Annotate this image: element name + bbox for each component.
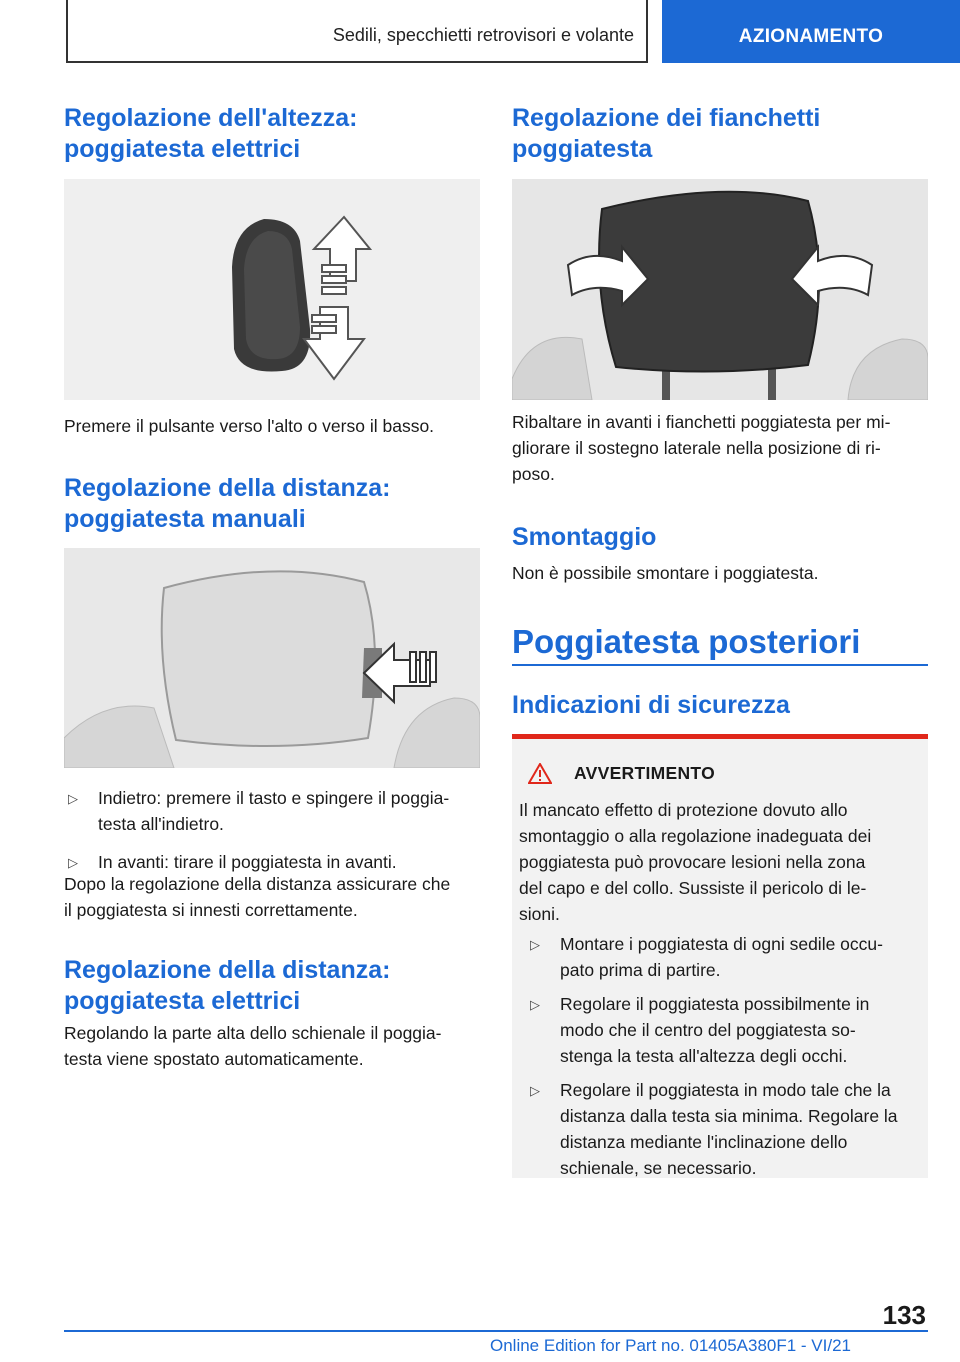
warning-triangle-icon	[528, 763, 552, 784]
page-number: 133	[882, 1300, 926, 1330]
section-title: AZIONAMENTO	[738, 25, 884, 47]
bullet-arrow-icon: ▷	[530, 997, 540, 1012]
heading-distance-manual: Regolazione della distanza: poggiatesta manuali	[64, 474, 391, 533]
chapter-title: Sedili, specchietti retrovisori e volante	[332, 25, 634, 45]
side-wings-illustration	[512, 179, 928, 400]
footer-divider	[64, 1330, 928, 1332]
distance-manual-note: Dopo la regolazione della distanza assicurare che il poggiatesta si innesti correttamente.	[64, 874, 451, 920]
warning-list	[526, 931, 926, 1181]
title-underline	[512, 664, 928, 666]
heading-side-wings: Regolazione dei fianchetti poggiatesta	[512, 104, 821, 163]
warning-header	[522, 763, 715, 784]
heading-rear-headrests: Poggiatesta posteriori	[512, 623, 861, 660]
list-item: ▷ Indietro: premere il tasto e spingere il poggia- testa all'indietro.	[64, 785, 480, 837]
removal-text: Non è possibile smontare i poggiatesta.	[512, 563, 819, 583]
illustration-distance-manual	[64, 548, 480, 768]
distance-electric-text: Regolando la parte alta dello schienale il poggia- testa viene spostato automaticamente.	[64, 1023, 442, 1069]
height-button-illustration	[64, 179, 480, 400]
warning-body: Il mancato effetto di protezione dovuto allo smontaggio o alla regolazione inadeguata dei poggiatesta può provocare lesioni nella zona del capo e del collo. Sussiste il pericolo di le- sioni.	[519, 800, 872, 924]
list-item: ▷ In avanti: tirare il poggiatesta in avanti.	[64, 849, 480, 876]
illustration-height-button	[64, 179, 480, 400]
side-wings-text: Ribaltare in avanti i fianchetti poggiatesta per mi- gliorare il sostegno laterale nella posizione di ri- poso.	[512, 412, 891, 484]
illustration-side-wings	[512, 179, 928, 400]
heading-distance-electric: Regolazione della distanza: poggiatesta elettrici	[64, 956, 391, 1015]
footer-edition: Online Edition for Part no. 01405A380F1 - VI/21	[490, 1336, 852, 1355]
bullet-arrow-icon: ▷	[530, 937, 540, 952]
manual-headrest-illustration	[64, 548, 480, 768]
heading-safety-notes: Indicazioni di sicurezza	[512, 691, 790, 719]
list-item: ▷ Regolare il poggiatesta possibilmente in modo che il centro del poggiatesta so- stenga la testa all'altezza degli occhi.	[526, 991, 926, 1069]
height-instruction: Premere il pulsante verso l'alto o verso il basso.	[64, 416, 435, 436]
bullet-arrow-icon: ▷	[68, 791, 78, 806]
bullet-arrow-icon: ▷	[530, 1083, 540, 1098]
distance-manual-list	[64, 785, 480, 876]
heading-removal: Smontaggio	[512, 523, 657, 551]
heading-height-electric: Regolazione dell'altezza: poggiatesta elettrici	[64, 104, 358, 163]
list-item: ▷ Regolare il poggiatesta in modo tale che la distanza dalla testa sia minima. Regolare la distanza mediante l'inclinazione dello schienale, se necessario.	[526, 1077, 926, 1181]
warning-title: AVVERTIMENTO	[574, 763, 716, 783]
list-item: ▷ Montare i poggiatesta di ogni sedile occu- pato prima di partire.	[526, 931, 926, 983]
warning-box	[512, 734, 928, 1178]
section-tab[interactable]	[662, 0, 960, 63]
chapter-header	[66, 0, 648, 63]
bullet-arrow-icon: ▷	[68, 855, 78, 870]
